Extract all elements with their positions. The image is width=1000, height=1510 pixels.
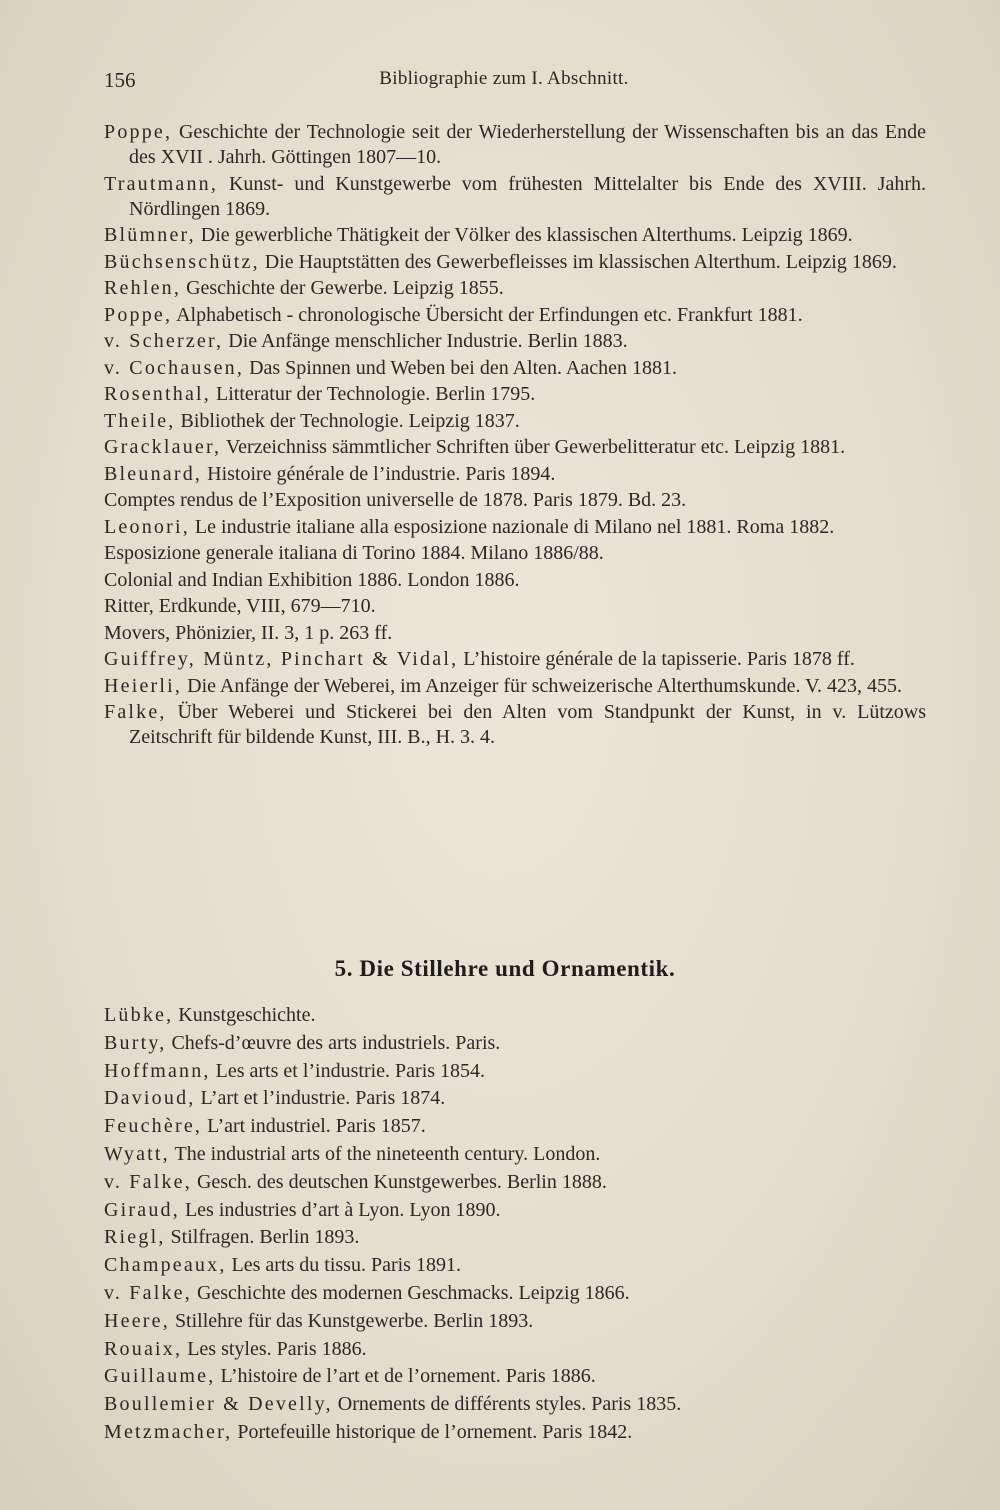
entry-text: Geschichte des modernen Geschmacks. Leipzig 1866.	[191, 1281, 630, 1304]
bibliography-entry	[104, 1058, 926, 1084]
bibliography-list-part1	[104, 120, 926, 752]
bibliography-entry	[104, 1085, 926, 1111]
bibliography-entry	[104, 223, 926, 248]
entry-text: Die Anfänge menschlicher Industrie. Berlin 1883.	[223, 330, 628, 352]
bibliography-entry	[104, 541, 926, 566]
entry-author: Rouaix,	[104, 1337, 183, 1360]
entry-text: Das Spinnen und Weben bei den Alten. Aachen 1881.	[244, 356, 678, 379]
bibliography-entry	[104, 356, 926, 381]
bibliography-entry	[104, 1363, 926, 1389]
bibliography-list-part2	[104, 1002, 926, 1447]
entry-text: Stilfragen. Berlin 1893.	[165, 1226, 360, 1249]
bibliography-entry	[104, 120, 926, 170]
entry-text: L’art et l’industrie. Paris 1874.	[195, 1087, 446, 1110]
entry-author: Wyatt,	[104, 1142, 170, 1165]
bibliography-entry	[104, 1141, 926, 1167]
entry-text: Geschichte der Technologie seit der Wiederherstellung der Wissenschaften bis an das Ende des XVII . Jahrh. Göttingen 1807—10.	[129, 121, 926, 168]
entry-text: Alphabetisch - chronologische Übersicht der Erfindungen etc. Frankfurt 1881.	[172, 303, 803, 326]
bibliography-entry	[104, 250, 926, 275]
entry-author: Davioud,	[104, 1087, 196, 1110]
bibliography-entry	[104, 1419, 926, 1445]
section-heading: 5. Die Stillehre und Ornamentik.	[334, 956, 676, 981]
entry-author: Poppe,	[104, 121, 173, 143]
entry-text: Colonial and Indian Exhibition 1886. London 1886.	[104, 568, 520, 591]
bibliography-entry	[104, 1030, 926, 1056]
entry-author: Guiffrey, Müntz, Pinchart & Vidal,	[104, 648, 459, 670]
entry-author: Blümner,	[104, 224, 196, 246]
bibliography-entry	[104, 674, 926, 699]
entry-author: Heierli,	[104, 674, 183, 697]
entry-author: Burty,	[104, 1031, 167, 1054]
entry-text: Chefs-d’œuvre des arts industriels. Paris.	[166, 1031, 501, 1054]
bibliography-entry	[104, 435, 926, 460]
entry-author: Falke,	[104, 701, 167, 723]
entry-text: Les arts du tissu. Paris 1891.	[226, 1254, 461, 1277]
entry-author: Rehlen,	[104, 277, 182, 299]
bibliography-entry	[104, 409, 926, 434]
entry-author: Bleunard,	[104, 462, 203, 485]
page-header	[104, 68, 924, 98]
bibliography-entry	[104, 621, 926, 646]
entry-text: Movers, Phönizier, II. 3, 1 p. 263 ff.	[104, 621, 393, 644]
entry-text: Les styles. Paris 1886.	[182, 1337, 367, 1360]
bibliography-entry	[104, 1280, 926, 1306]
bibliography-entry	[104, 1113, 926, 1139]
entry-author: Giraud,	[104, 1198, 180, 1221]
entry-text: Ornements de différents styles. Paris 1835.	[332, 1393, 682, 1416]
bibliography-entry	[104, 1169, 926, 1195]
entry-text: Litteratur der Technologie. Berlin 1795.	[211, 383, 536, 405]
entry-text: Kunst- und Kunstgewerbe vom frühesten Mittelalter bis Ende des XVIII. Jahrh. Nördlingen 1869.	[129, 172, 926, 220]
entry-text: Über Weberei und Stickerei bei den Alten vom Standpunkt der Kunst, in v. Lützows Zeitschrift für bildende Kunst, III. B., H. 3. 4.	[129, 701, 926, 748]
entry-text: L’histoire générale de la tapisserie. Paris 1878 ff.	[458, 648, 855, 670]
entry-author: v. Cochausen,	[104, 356, 245, 379]
entry-author: Feuchère,	[104, 1115, 203, 1138]
entry-text: Kunstgeschichte.	[173, 1004, 316, 1026]
entry-author: Heere,	[104, 1309, 170, 1332]
entry-text: Verzeichniss sämmtlicher Schriften über Gewerbelitteratur etc. Leipzig 1881.	[221, 436, 846, 458]
running-title: Bibliographie zum I. Abschnitt.	[379, 68, 629, 89]
entry-text: Gesch. des deutschen Kunstgewerbes. Berlin 1888.	[191, 1170, 607, 1193]
bibliography-entry	[104, 594, 926, 619]
entry-author: Lübke,	[104, 1004, 174, 1026]
bibliography-entry	[104, 303, 926, 328]
bibliography-entry	[104, 1002, 926, 1028]
entry-text: Les arts et l’industrie. Paris 1854.	[210, 1059, 486, 1082]
entry-author: Riegl,	[104, 1226, 166, 1249]
entry-author: Boullemier & Develly,	[104, 1393, 333, 1416]
entry-text: L’histoire de l’art et de l’ornement. Paris 1886.	[215, 1365, 596, 1388]
entry-author: Leonori,	[104, 515, 190, 538]
bibliography-entry	[104, 382, 926, 407]
page-number: 156	[104, 68, 136, 92]
entry-text: Die gewerbliche Thätigkeit der Völker des klassischen Alterthums. Leipzig 1869.	[195, 224, 853, 246]
entry-text: Esposizione generale italiana di Torino 1884. Milano 1886/88.	[104, 542, 604, 564]
entry-author: v. Falke,	[104, 1170, 192, 1193]
bibliography-entry	[104, 1391, 926, 1417]
bibliography-entry	[104, 1224, 926, 1250]
entry-author: Champeaux,	[104, 1254, 227, 1277]
entry-author: Poppe,	[104, 303, 173, 326]
bibliography-entry	[104, 172, 926, 222]
bibliography-entry	[104, 1308, 926, 1334]
bibliography-entry	[104, 647, 926, 672]
entry-author: Guillaume,	[104, 1365, 216, 1388]
bibliography-entry	[104, 462, 926, 487]
entry-text: Portefeuille historique de l’ornement. Paris 1842.	[232, 1420, 633, 1443]
bibliography-entry	[104, 276, 926, 301]
bibliography-entry	[104, 1197, 926, 1223]
bibliography-entry	[104, 1336, 926, 1362]
entry-text: Histoire générale de l’industrie. Paris 1894.	[202, 462, 556, 485]
bibliography-entry	[104, 568, 926, 593]
entry-author: v. Scherzer,	[104, 330, 224, 352]
entry-author: Gracklauer,	[104, 436, 222, 458]
entry-text: Les industries d’art à Lyon. Lyon 1890.	[179, 1198, 501, 1221]
entry-author: Trautmann,	[104, 172, 219, 195]
entry-author: Hoffmann,	[104, 1059, 211, 1082]
bibliography-entry	[104, 488, 926, 513]
entry-text: Die Anfänge der Weberei, im Anzeiger für schweizerische Alterthumskunde. V. 423, 455.	[182, 674, 903, 697]
entry-text: Geschichte der Gewerbe. Leipzig 1855.	[181, 277, 504, 299]
entry-text: Stillehre für das Kunstgewerbe. Berlin 1893.	[169, 1309, 534, 1332]
bibliography-entry	[104, 329, 926, 354]
entry-text: Comptes rendus de l’Exposition universelle de 1878. Paris 1879. Bd. 23.	[104, 489, 687, 511]
entry-author: Rosenthal,	[104, 383, 211, 405]
entry-text: Die Hauptstätten des Gewerbefleisses im klassischen Alterthum. Leipzig 1869.	[259, 250, 897, 273]
entry-text: Bibliothek der Technologie. Leipzig 1837.	[175, 409, 520, 432]
entry-author: Metzmacher,	[104, 1420, 233, 1443]
entry-text: L’art industriel. Paris 1857.	[202, 1115, 426, 1138]
entry-text: The industrial arts of the nineteenth century. London.	[169, 1142, 601, 1165]
entry-text: Ritter, Erdkunde, VIII, 679—710.	[104, 595, 376, 617]
bibliography-entry	[104, 700, 926, 750]
entry-author: Theile,	[104, 409, 176, 432]
entry-author: Büchsenschütz,	[104, 250, 260, 273]
entry-text: Le industrie italiane alla esposizione nazionale di Milano nel 1881. Roma 1882.	[189, 515, 835, 538]
bibliography-entry	[104, 1252, 926, 1278]
bibliography-entry	[104, 515, 926, 540]
entry-author: v. Falke,	[104, 1281, 192, 1304]
